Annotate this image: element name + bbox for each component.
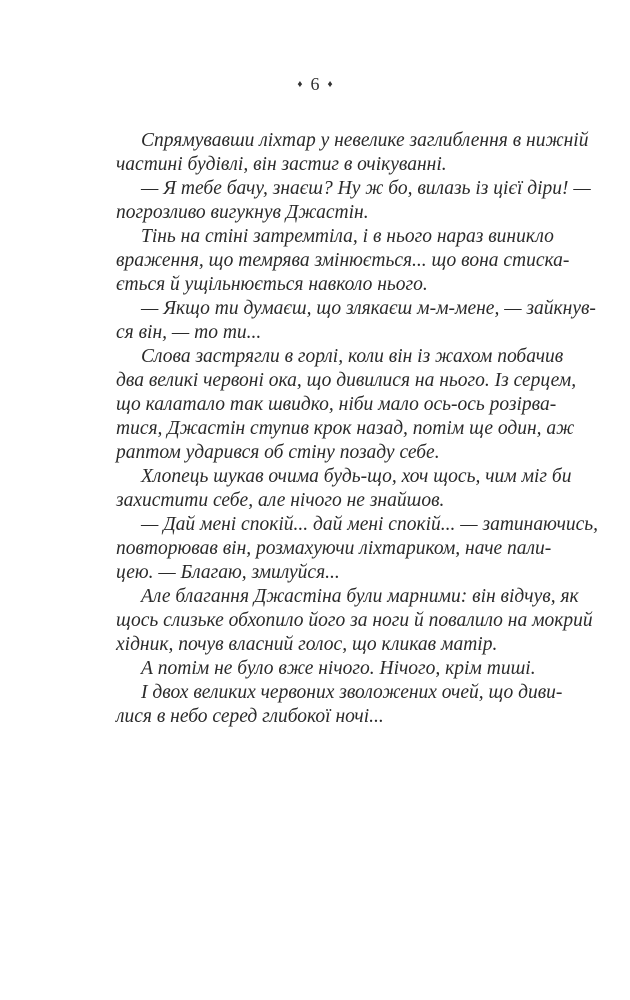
- text-line: хідник, почув власний голос, що кликав матір.: [116, 634, 498, 655]
- text-line: тися, Джастін ступив крок назад, потім ще один, аж: [116, 418, 575, 439]
- text-line: І двох великих червоних зволожених очей, що диви-: [141, 682, 563, 703]
- text-line: Слова застрягли в горлі, коли він із жахом побачив: [141, 346, 564, 367]
- text-line: що калатало так швидко, ніби мало ось-ось розірва-: [116, 394, 557, 415]
- text-line: щось слизьке обхопило його за ноги й повалило на мокрий: [116, 610, 593, 631]
- text-line: погрозливо вигукнув Джастін.: [116, 202, 369, 223]
- diamond-ornament-icon: ♦: [297, 79, 303, 90]
- diamond-ornament-icon: ♦: [327, 79, 333, 90]
- text-line: цею. — Благаю, змилуйся...: [116, 562, 340, 583]
- text-line: Але благання Джастіна були марними: він відчув, як: [141, 586, 579, 607]
- text-line: повторював він, розмахуючи ліхтариком, наче пали-: [116, 538, 552, 559]
- text-line: враження, що темрява змінюється... що вона стиска-: [116, 250, 570, 271]
- text-line: — Дай мені спокій... дай мені спокій... — затинаючись,: [141, 514, 599, 535]
- text-line: А потім не було вже нічого. Нічого, крім тиші.: [141, 658, 536, 679]
- text-line: раптом ударився об стіну позаду себе.: [116, 442, 440, 463]
- text-line: лися в небо серед глибокої ночі...: [116, 706, 384, 727]
- text-line: два великі червоні ока, що дивилися на нього. Із серцем,: [116, 370, 577, 391]
- body-text: [116, 129, 599, 729]
- text-line: Спрямувавши ліхтар у невелике заглиблення в нижній: [141, 130, 589, 151]
- chapter-number: 6: [310, 74, 320, 94]
- chapter-header: [0, 74, 630, 95]
- text-line: Тінь на стіні затремтіла, і в нього нараз виникло: [141, 226, 554, 247]
- text-line: — Якщо ти думаєш, що злякаєш м-м-мене, — зайкнув-: [141, 298, 596, 319]
- text-line: частині будівлі, він застиг в очікуванні.: [116, 154, 447, 175]
- text-line: Хлопець шукав очима будь-що, хоч щось, чим міг би: [141, 466, 572, 487]
- text-line: захистити себе, але нічого не знайшов.: [116, 490, 445, 511]
- text-line: — Я тебе бачу, знаєш? Ну ж бо, вилазь із цієї діри! —: [141, 178, 591, 199]
- text-line: ся він, — то ти...: [116, 322, 262, 343]
- text-line: ється й ущільнюється навколо нього.: [116, 274, 428, 295]
